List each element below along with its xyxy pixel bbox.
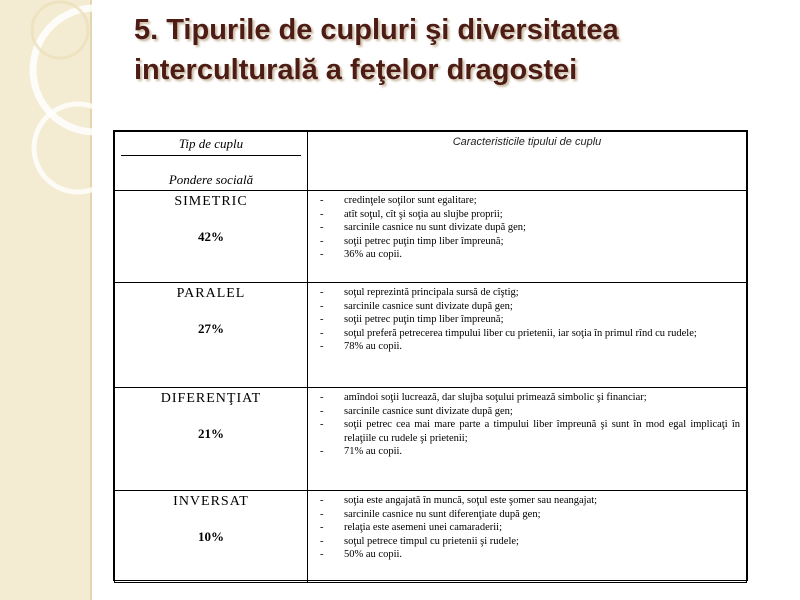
traits-cell [308, 191, 747, 283]
list-item: - 36% au copii. [320, 248, 740, 262]
list-item: - 50% au copii. [320, 548, 740, 562]
list-item: - soţii petrec puţin timp liber împreună; [320, 313, 740, 327]
list-item: - 78% au copii. [320, 340, 740, 354]
traits-cell [308, 283, 747, 388]
type-cell [115, 388, 308, 491]
type-cell [115, 191, 308, 283]
traits-list [308, 191, 746, 262]
couple-type-percent: 27% [198, 321, 224, 336]
traits-list [308, 491, 746, 562]
list-item: - soţii petrec puţin timp liber împreună; [320, 235, 740, 249]
table-row [115, 491, 747, 583]
list-item: - sarcinile casnice nu sunt divizate după gen; [320, 221, 740, 235]
couple-type-name: SIMETRIC [174, 194, 248, 209]
table-header-row [115, 132, 747, 191]
traits-list [308, 283, 746, 354]
header-couple-type: Tip de cuplu [121, 136, 301, 156]
list-item: - sarcinile casnice nu sunt diferenţiate după gen; [320, 508, 740, 522]
list-item: - 71% au copii. [320, 445, 740, 459]
couple-type-name: DIFERENŢIAT [160, 391, 262, 406]
traits-list [308, 388, 746, 459]
traits-cell [308, 388, 747, 491]
couple-type-percent: 21% [198, 426, 224, 441]
header-left-cell [115, 132, 308, 191]
list-item: - soţul petrece timpul cu prietenii şi rudele; [320, 535, 740, 549]
couple-type-name: INVERSAT [173, 494, 249, 509]
slide-title-line-1: 5. Tipurile de cupluri şi diversitatea [134, 14, 619, 46]
traits-cell [308, 491, 747, 583]
list-item: - amîndoi soţii lucrează, dar slujba soţului primează simbolic şi financiar; [320, 391, 740, 405]
list-item: - soţul reprezintă principala sursă de cîştig; [320, 286, 740, 300]
table-row [115, 388, 747, 491]
couple-type-name: PARALEL [176, 286, 246, 301]
list-item: - sarcinile casnice sunt divizate după gen; [320, 300, 740, 314]
type-cell [115, 491, 308, 583]
list-item: - atît soţul, cît şi soţia au slujbe proprii; [320, 208, 740, 222]
slide-title-line-2: interculturală a feţelor dragostei [134, 54, 578, 86]
table-row [115, 191, 747, 283]
couple-types-table [113, 130, 748, 581]
type-cell [115, 283, 308, 388]
list-item: - soţia este angajată în muncă, soţul este şomer sau neangajat; [320, 494, 740, 508]
list-item: - sarcinile casnice sunt divizate după gen; [320, 405, 740, 419]
list-item: - soţii petrec cea mai mare parte a timpului liber împreună şi sunt în mod egal implicaţi în relaţiile cu rudele şi prietenii; [320, 418, 740, 445]
list-item: - relaţia este asemeni unei camaraderii; [320, 521, 740, 535]
header-characteristics: Caracteristicile tipului de cuplu [308, 132, 747, 191]
slide-title [134, 10, 774, 90]
table-row [115, 283, 747, 388]
list-item: - credinţele soţilor sunt egalitare; [320, 194, 740, 208]
couple-type-percent: 42% [198, 229, 224, 244]
header-social-share: Pondere socială [168, 172, 254, 187]
couple-type-percent: 10% [198, 529, 224, 544]
list-item: - soţul preferă petrecerea timpului liber cu prietenii, iar soţia în primul rînd cu rudele; [320, 327, 740, 341]
